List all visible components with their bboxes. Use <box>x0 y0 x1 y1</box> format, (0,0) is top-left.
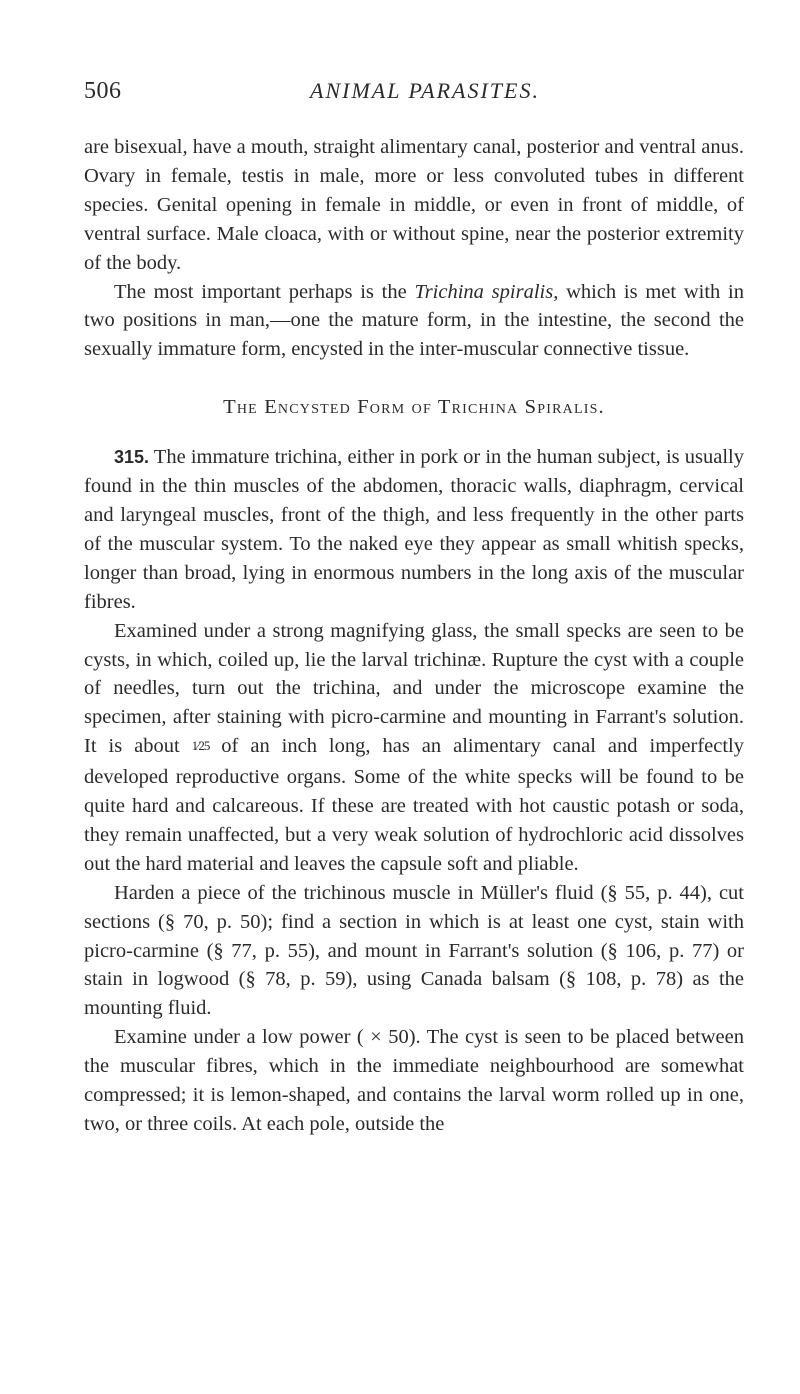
section-paragraph-2 <box>84 617 744 879</box>
section-p2-text-after: of an inch long, has an alimentary canal and imperfectly developed reproductive organs. Some of the white specks will be found to be quite hard and calcareous. If these are treated with hot caustic potash or soda, they remain unaffected, but a very weak solution of hydrochloric acid dissolves out the hard material and leaves the capsule soft and pliable. <box>84 735 744 875</box>
section-p2-text-before: Examined under a strong magnifying glass, the small specks are seen to be cysts, in which, coiled up, lie the larval trichinæ. Rupture the cyst with a couple of needles, turn out the trichina, and under the microscope examine the specimen, after staining with picro-carmine and mounting in Farrant's solution. It is about <box>84 619 744 758</box>
fraction: 1⁄25 <box>191 738 210 754</box>
body-text <box>84 133 744 1139</box>
paragraph-number: 315. <box>114 447 150 468</box>
section-paragraph-4: Examine under a low power ( × 50). The cyst is seen to be placed between the muscular fibres, which in the immediate neighbourhood are somewhat compressed; it is lemon-shaped, and contains the larval worm rolled up in one, two, or three coils. At each pole, outside the <box>84 1026 744 1135</box>
species-name: Trichina spiralis, <box>414 280 559 303</box>
intro-paragraph-2 <box>84 278 744 365</box>
section-paragraph-3: Harden a piece of the trichinous muscle in Müller's fluid (§ 55, p. 44), cut sections (§ 70, p. 50); find a section in which is at least one cyst, stain with picro-carmine (§ 77, p. 55), and mount in Farrant's solution (§ 106, p. 77) or stain in logwood (§ 78, p. 59), using Canada balsam (§ 108, p. 78) as the mounting fluid. <box>84 881 744 1020</box>
section-heading: The Encysted Form of Trichina Spiralis. <box>223 396 605 419</box>
intro-paragraph-1: are bisexual, have a mouth, straight alimentary canal, posterior and ventral anus. Ovary in female, testis in male, more or less convoluted tubes in different species. Genital opening in female in middle, or even in front of middle, of ventral surface. Male cloaca, with or without spine, near the posterior extremity of the body. <box>84 136 744 274</box>
section-p1-text: The immature trichina, either in pork or in the human subject, is usually found in the thin muscles of the abdomen, thoracic walls, diaphragm, cervical and laryngeal muscles, front of the thigh, and less frequently in the other parts of the muscular system. To the naked eye they appear as small whitish specks, longer than broad, lying in enormous numbers in the long axis of the muscular fibres. <box>84 446 744 613</box>
page-number: 506 <box>84 78 122 104</box>
intro-p2-text-before: The most important perhaps is the <box>114 280 415 303</box>
running-title: ANIMAL PARASITES. <box>310 78 540 103</box>
running-head <box>84 78 744 112</box>
section-paragraph-1 <box>84 443 744 616</box>
intro-p2-text-after: which is met with in two positions in man,—one the mature form, in the intestine, the second the sexually immature form, encysted in the inter-muscular connective tissue. <box>84 280 744 361</box>
